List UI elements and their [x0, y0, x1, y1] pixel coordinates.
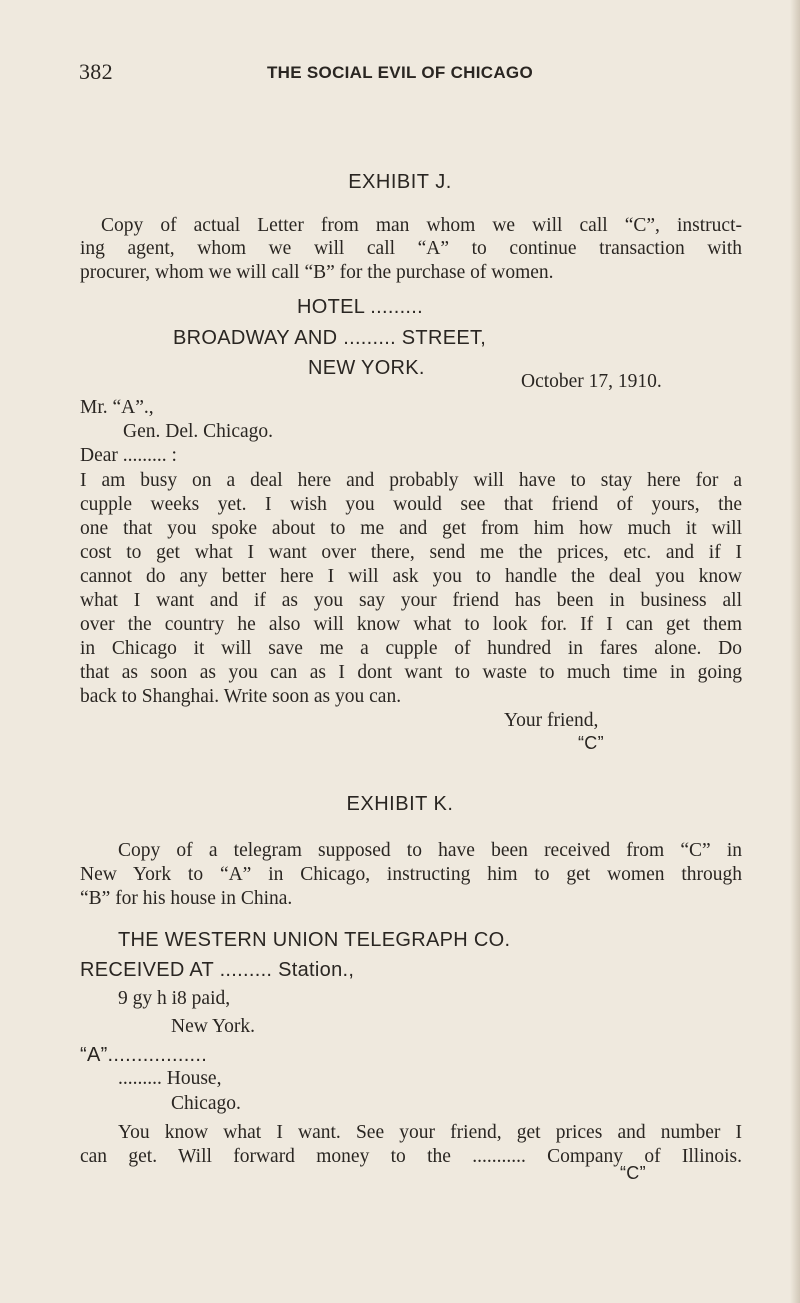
letter-address: Gen. Del. Chicago.: [123, 421, 274, 442]
exhibit-j-intro-line-3: procurer, whom we will call “B” for the purchase of women.: [80, 262, 554, 283]
letter-body-line-10: back to Shanghai. Write soon as you can.: [80, 686, 402, 707]
letterhead-city: NEW YORK.: [308, 357, 425, 379]
page-number: 382: [79, 59, 113, 84]
telegram-message-line-1: You know what I want. See your friend, get prices and number I: [118, 1122, 742, 1143]
telegram-code: 9 gy h i8 paid,: [118, 988, 231, 1009]
letter-body-line-6: what I want and if as you say your friend has been in business all: [80, 590, 742, 611]
exhibit-k-intro-line-2: New York to “A” in Chicago, instructing him to get women through: [80, 864, 742, 885]
exhibit-j-intro-line-2: ing agent, whom we will call “A” to continue transaction with: [80, 238, 742, 259]
letter-body-line-1: I am busy on a deal here and probably will have to stay here for a: [80, 470, 742, 491]
letter-body-line-5: cannot do any better here I will ask you to handle the deal you know: [80, 566, 742, 587]
letter-body-line-8: in Chicago it will save me a cupple of hundred in fares alone. Do: [80, 638, 742, 659]
exhibit-k-intro-line-1: Copy of a telegram supposed to have been received from “C” in: [118, 840, 742, 861]
telegram-house: ......... House,: [118, 1068, 222, 1089]
page-edge-shadow: [790, 0, 800, 1303]
letter-signature: “C”: [578, 733, 604, 753]
letterhead-hotel: HOTEL .........: [297, 296, 424, 318]
exhibit-j-heading: EXHIBIT J.: [348, 171, 452, 193]
exhibit-j-intro-line-1: Copy of actual Letter from man whom we will call “C”, instruct-: [101, 215, 742, 236]
telegram-received: RECEIVED AT ......... Station.,: [80, 959, 355, 981]
letter-body-line-9: that as soon as you can as I dont want to waste to much time in going: [80, 662, 742, 683]
exhibit-k-intro-line-3: “B” for his house in China.: [80, 888, 293, 909]
telegram-origin: New York.: [171, 1016, 255, 1037]
letter-body-line-4: cost to get what I want over there, send me the prices, etc. and if I: [80, 542, 742, 563]
exhibit-k-heading: EXHIBIT K.: [346, 793, 454, 815]
telegram-message-line-2: can get. Will forward money to the ........... Company of Illinois.: [80, 1146, 742, 1167]
telegram-to: “A”.................: [80, 1044, 208, 1066]
letter-date: October 17, 1910.: [521, 371, 662, 392]
letter-body-line-7: over the country he also will know what to look for. If I can get them: [80, 614, 742, 635]
telegram-city: Chicago.: [171, 1093, 241, 1114]
letter-salutation: Dear ......... :: [80, 445, 177, 466]
telegram-signature: “C”: [620, 1163, 646, 1183]
letterhead-street: BROADWAY AND ......... STREET,: [173, 327, 487, 349]
letter-body-line-3: one that you spoke about to me and get from him how much it will: [80, 518, 742, 539]
letter-addressee: Mr. “A”.,: [80, 397, 154, 418]
telegram-company: THE WESTERN UNION TELEGRAPH CO.: [118, 929, 511, 951]
letter-body-line-2: cupple weeks yet. I wish you would see that friend of yours, the: [80, 494, 742, 515]
running-title: THE SOCIAL EVIL OF CHICAGO: [267, 63, 533, 82]
letter-closing: Your friend,: [504, 710, 599, 731]
